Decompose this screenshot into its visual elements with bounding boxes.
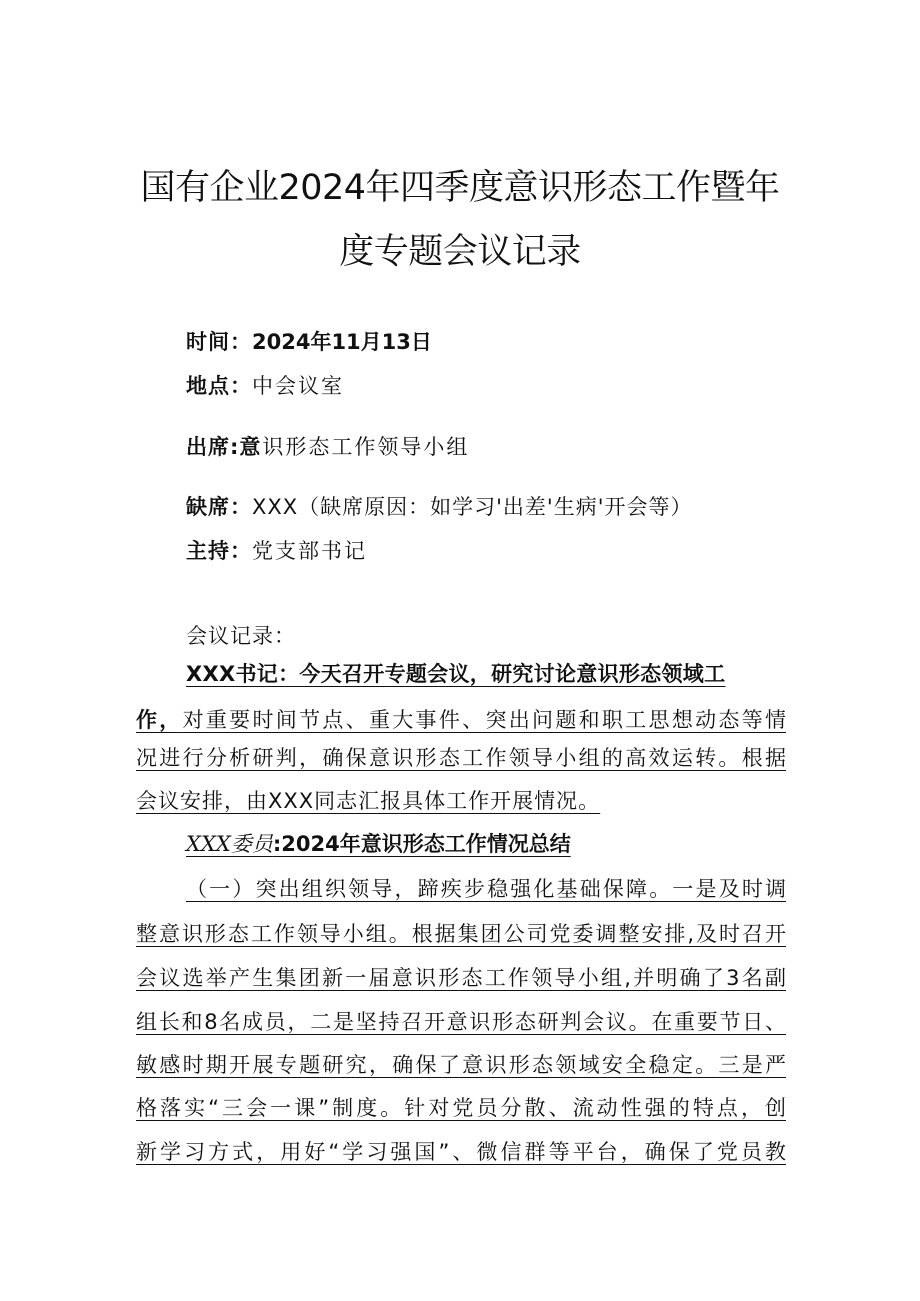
host-value: 党支部书记 — [252, 539, 367, 563]
p2-heading — [186, 834, 571, 855]
title-line-2: 度专题会议记录 — [339, 232, 581, 272]
p3-line-3: 会议选举产生集团新一届意识形态工作领导小组,并明确了3名副 — [136, 966, 786, 990]
time-label: 时间： — [186, 330, 252, 354]
p1-line-4: 会议安排，由XXX同志汇报具体工作开展情况。 — [136, 789, 601, 813]
absent-label: 缺席： — [186, 495, 252, 519]
p3-line-4: 组长和8名成员，二是坚持召开意识形态研判会议。在重要节日、 — [136, 1010, 786, 1034]
attend-value: 识形态工作领导小组 — [262, 435, 470, 459]
p2-speaker: XXX委员 — [186, 832, 273, 856]
place-label: 地点： — [186, 374, 252, 398]
p3-line-5: 敏感时期开展专题研究，确保了意识形态领域安全稳定。三是严 — [136, 1053, 786, 1077]
p2-title: :2024年意识形态工作情况总结 — [272, 832, 571, 856]
meta-host — [186, 535, 367, 565]
attend-value-bold: 意 — [239, 435, 263, 459]
p3-line-2: 整意识形态工作领导小组。根据集团公司党委调整安排,及时召开 — [136, 922, 786, 946]
p1-line-2-text: 对重要时间节点、重大事件、突出问题和职工思想动态等情 — [182, 708, 786, 732]
meta-attend — [186, 431, 469, 461]
p1-line-2-bold: 作， — [136, 708, 183, 732]
title-line-1: 国有企业2024年四季度意识形态工作暨年 — [140, 168, 780, 208]
place-value: 中会议室 — [252, 374, 344, 398]
p1-line-1: XXX书记：今天召开专题会议，研究讨论意识形态领域工 — [186, 662, 726, 686]
meta-absent — [186, 491, 692, 521]
meta-time — [186, 326, 432, 356]
p3-line-7: 新学习方式，用好“学习强国”、微信群等平台，确保了党员教 — [136, 1140, 786, 1164]
record-heading: 会议记录： — [186, 624, 296, 648]
meta-place — [186, 370, 344, 400]
attend-label: 出席: — [186, 435, 240, 459]
p3-line-6: 格落实“三会一课”制度。针对党员分散、流动性强的特点，创 — [136, 1096, 786, 1120]
time-value: 2024年11月13日 — [252, 330, 432, 354]
absent-value: XXX（缺席原因：如学习'出差'生病'开会等） — [252, 495, 693, 519]
p1-line-3: 况进行分析研判，确保意识形态工作领导小组的高效运转。根据 — [136, 746, 786, 770]
p3-line-1: （一）突出组织领导，蹄疾步稳强化基础保障。一是及时调 — [186, 877, 786, 901]
p1-line-2 — [136, 710, 786, 731]
host-label: 主持： — [186, 539, 252, 563]
